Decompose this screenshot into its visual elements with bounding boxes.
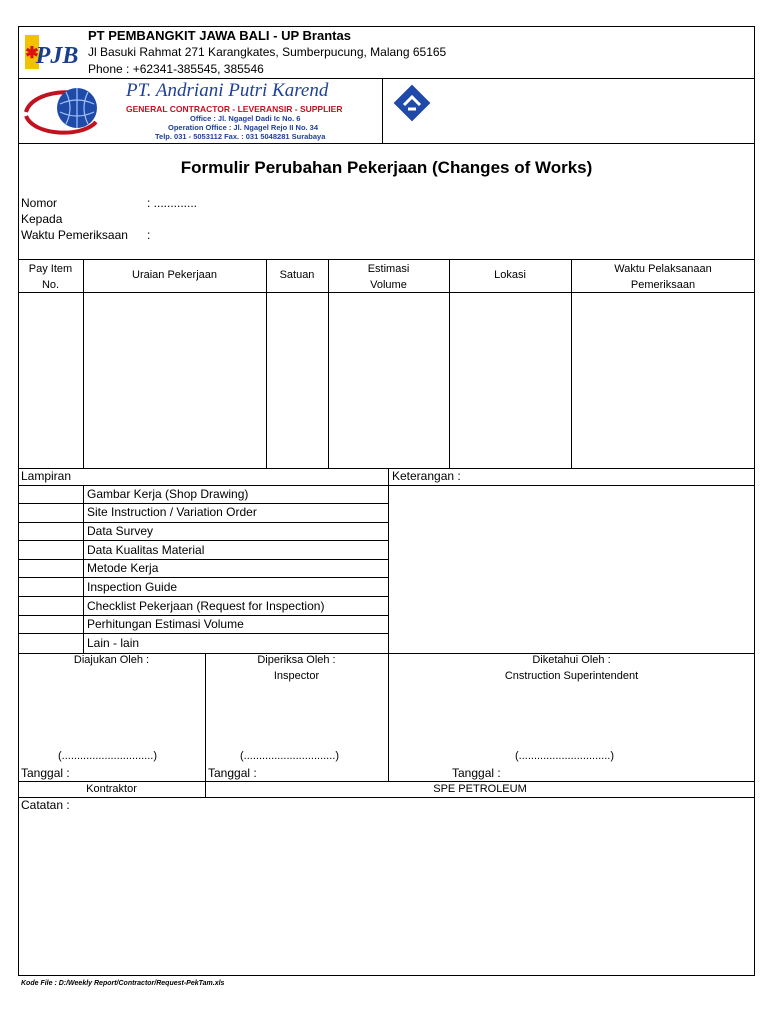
- lampiran-item-perhitungan[interactable]: Perhitungan Estimasi Volume: [87, 617, 244, 631]
- kepada-label: Kepada: [21, 212, 63, 226]
- catatan-label: Catatan :: [21, 798, 70, 812]
- nomor-label: Nomor: [21, 196, 58, 210]
- catatan-area[interactable]: [19, 814, 754, 974]
- contractor-name: PT. Andriani Putri Karend: [126, 80, 329, 101]
- lampiran-item-checklist[interactable]: Checklist Pekerjaan (Request for Inspection): [87, 599, 325, 613]
- tanggal-kontraktor[interactable]: Tanggal :: [21, 766, 70, 780]
- lampiran-item-data-survey[interactable]: Data Survey: [87, 524, 154, 538]
- contractor-tagline: GENERAL CONTRACTOR - LEVERANSIR - SUPPLIER: [126, 104, 343, 114]
- header-waktu-pelaksanaan: Waktu Pelaksanaan Pemeriksaan: [614, 263, 712, 291]
- kontraktor-label: Kontraktor: [86, 783, 137, 795]
- contractor-telp: Telp. 031 - 5053112 Fax. : 031 5048281 Surabaya: [155, 132, 326, 141]
- lampiran-item-lain-lain[interactable]: Lain - lain: [87, 636, 140, 650]
- lampiran-item-metode-kerja[interactable]: Metode Kerja: [87, 561, 159, 575]
- contractor-operation-office: Operation Office : Jl. Ngagel Rejo II No. 34: [168, 123, 319, 132]
- nomor-value[interactable]: : .............: [147, 196, 198, 210]
- waktu-pemeriksaan-value[interactable]: :: [147, 228, 151, 242]
- company-name: PT PEMBANGKIT JAWA BALI - UP Brantas: [88, 28, 351, 43]
- lampiran-item-inspection-guide[interactable]: Inspection Guide: [87, 580, 178, 594]
- header-satuan: Satuan: [279, 269, 315, 281]
- pjb-logo-text: PJB: [35, 43, 78, 69]
- lampiran-item-site-instruction[interactable]: Site Instruction / Variation Order: [87, 505, 257, 519]
- spe-logo: [392, 83, 432, 123]
- signature-line-superintendent[interactable]: (..............................): [515, 750, 615, 762]
- header-uraian: Uraian Pekerjaan: [132, 269, 217, 281]
- diperiksa-oleh: Diperiksa Oleh :: [257, 654, 336, 666]
- pjb-logo: [22, 31, 78, 73]
- lampiran-label: Lampiran: [21, 469, 72, 483]
- lampiran-item-data-kualitas[interactable]: Data Kualitas Material: [87, 543, 205, 557]
- svg-text:✱: ✱: [25, 45, 39, 62]
- tanggal-inspector[interactable]: Tanggal :: [208, 766, 257, 780]
- signature-line-kontraktor[interactable]: (..............................): [58, 750, 158, 762]
- contractor-office: Office : Jl. Ngagel Dadi Ic No. 6: [190, 114, 301, 123]
- waktu-pemeriksaan-label: Waktu Pemeriksaan: [21, 228, 128, 242]
- lampiran-item-shop-drawing[interactable]: Gambar Kerja (Shop Drawing): [87, 487, 249, 501]
- footer-file-path: Kode File : D:/Weekly Report/Contractor/Request-PekTam.xls: [21, 980, 225, 987]
- spe-petroleum-label: SPE PETROLEUM: [433, 783, 527, 795]
- superintendent-label: Cnstruction Superintendent: [504, 670, 639, 682]
- header-estimasi: Estimasi Volume: [367, 263, 410, 291]
- company-address: Jl Basuki Rahmat 271 Karangkates, Sumberpucung, Malang 65165: [88, 45, 447, 59]
- inspector-label: Inspector: [273, 670, 320, 682]
- signature-line-inspector[interactable]: (..............................): [240, 750, 340, 762]
- header-pay-item: Pay Item No.: [28, 263, 73, 291]
- diajukan-oleh: Diajukan Oleh :: [73, 654, 150, 666]
- form-title: Formulir Perubahan Pekerjaan (Changes of Works): [180, 158, 593, 177]
- keterangan-label: Keterangan :: [392, 469, 461, 483]
- diketahui-oleh: Diketahui Oleh :: [532, 654, 611, 666]
- company-phone: Phone : +62341-385545, 385546: [88, 62, 264, 76]
- table-row[interactable]: [19, 293, 754, 468]
- tanggal-superintendent[interactable]: Tanggal :: [452, 766, 501, 780]
- header-lokasi: Lokasi: [494, 269, 526, 281]
